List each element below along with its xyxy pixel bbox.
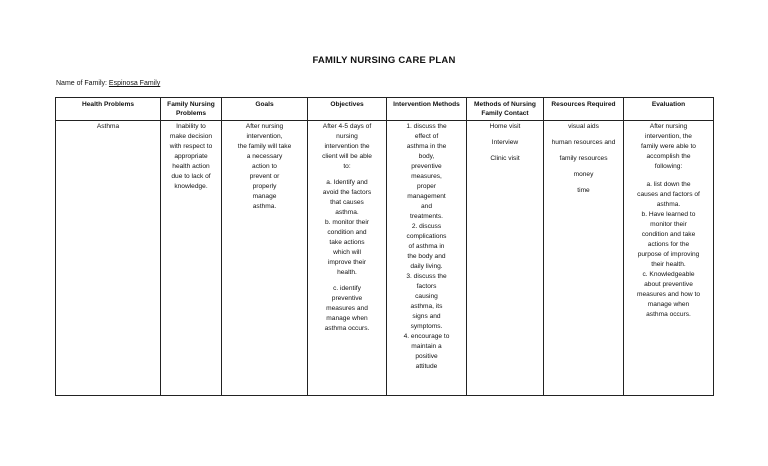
goals-line: intervention, (246, 133, 283, 140)
evaluation-intro-line: intervention, the (645, 133, 692, 140)
cell-goals (222, 121, 308, 396)
resource-item: human resources and (551, 139, 616, 146)
intervention-line: the body and (407, 253, 446, 260)
family-nursing-problem-line: make decision (169, 133, 213, 140)
contact-method-item: Interview (491, 139, 519, 146)
contact-method-item: Home visit (489, 123, 521, 130)
goals-line: prevent or (249, 173, 280, 180)
resource-item: time (577, 187, 590, 194)
objective-c-line: asthma occurs. (324, 325, 370, 332)
evaluation-a-line: asthma. (656, 201, 681, 208)
evaluation-b-line: condition and take (641, 231, 696, 238)
goals-line: properly (252, 183, 277, 190)
objective-b-line: which will (333, 249, 361, 256)
objective-c-line: c. identify (333, 285, 361, 292)
goals-line: action to (252, 163, 277, 170)
intervention-line: measures, (411, 173, 442, 180)
intervention-line: 2. discuss (411, 223, 442, 230)
objective-a-line: a. Identify and (326, 179, 368, 186)
cell-objectives (308, 121, 387, 396)
header-contact-methods: Methods of Nursing Family Contact (467, 98, 544, 121)
family-nursing-problem-line: due to lack of (171, 173, 211, 180)
objectives-intro-line: intervention the (324, 143, 370, 150)
intervention-line: 4. encourage to (403, 333, 450, 340)
intervention-line: body, (418, 153, 435, 160)
intervention-line: positive (415, 353, 438, 360)
family-nursing-problem-line: appropriate (174, 153, 208, 160)
evaluation-a-line: causes and factors of (637, 191, 700, 198)
evaluation-b-line: monitor their (650, 221, 687, 228)
health-problem-text: Asthma (96, 123, 120, 130)
intervention-line: 3. discuss the (406, 273, 447, 280)
cell-family-nursing-problem (161, 121, 222, 396)
header-objectives: Objectives (308, 98, 387, 121)
header-evaluation: Evaluation (624, 98, 714, 121)
objectives-intro-line: client will be able (322, 153, 372, 160)
objective-c-line: preventive (331, 295, 363, 302)
evaluation-b-line: purpose of improving (637, 251, 700, 258)
cell-evaluation (624, 121, 714, 396)
cell-resources (544, 121, 624, 396)
family-nursing-problem-line: Inability to (176, 123, 206, 130)
family-name-value: Espinosa Family (108, 80, 161, 87)
intervention-line: preventive (411, 163, 442, 170)
objective-b-line: improve their (327, 259, 367, 266)
evaluation-c-line: manage when (647, 301, 690, 308)
intervention-line: complications (406, 233, 447, 240)
intervention-line: treatments. (410, 213, 443, 220)
intervention-line: asthma in the (406, 143, 447, 150)
cell-health-problem (56, 121, 161, 396)
intervention-line: daily living. (410, 263, 443, 270)
goals-line: the family will take (237, 143, 292, 150)
intervention-line: attitude (415, 363, 438, 370)
objective-a-line: that causes (330, 199, 364, 206)
header-health-problems: Health Problems (56, 98, 161, 121)
objectives-intro-line: nursing (336, 133, 358, 140)
header-goals: Goals (222, 98, 308, 121)
evaluation-c-line: measures and how to (636, 291, 701, 298)
objective-b-line: condition and (327, 229, 367, 236)
objective-b-line: take actions (329, 239, 365, 246)
intervention-line: proper (416, 183, 437, 190)
evaluation-c-line: c. Knowledgeable (642, 271, 695, 278)
family-name-line (56, 80, 160, 87)
evaluation-b-line: their health. (651, 261, 686, 268)
evaluation-c-line: about preventive (644, 281, 693, 288)
evaluation-intro-line: accomplish the (646, 153, 691, 160)
header-family-nursing-problems: Family Nursing Problems (161, 98, 222, 121)
intervention-line: 1. discuss the (406, 123, 447, 130)
evaluation-intro-line: family were able to (641, 143, 696, 150)
intervention-line: asthma, its (410, 303, 443, 310)
header-intervention-methods: Intervention Methods (387, 98, 467, 121)
objective-b-line: health. (337, 269, 357, 276)
evaluation-intro-line: After nursing (649, 123, 688, 130)
objective-b-line: b. monitor their (325, 219, 369, 226)
header-row (56, 98, 714, 121)
intervention-line: of asthma in (408, 243, 445, 250)
evaluation-a-line: a. list down the (646, 181, 691, 188)
objective-c-line: manage when (326, 315, 368, 322)
family-nursing-problem-line: knowledge. (174, 183, 208, 190)
document-title: FAMILY NURSING CARE PLAN (312, 55, 456, 66)
intervention-line: symptoms. (410, 323, 443, 330)
cell-interventions (387, 121, 467, 396)
evaluation-intro-line: following: (654, 163, 683, 170)
care-plan-table (55, 97, 714, 396)
goals-line: manage (252, 193, 277, 200)
family-name-label: Name of Family: (56, 80, 107, 87)
cell-contact-methods (467, 121, 544, 396)
header-resources-required: Resources Required (544, 98, 624, 121)
objective-a-line: asthma. (335, 209, 359, 216)
objective-c-line: measures and (326, 305, 368, 312)
table-row (56, 121, 714, 396)
goals-line: a necessary (246, 153, 283, 160)
objectives-intro-line: to: (343, 163, 351, 170)
intervention-line: signs and (412, 313, 441, 320)
evaluation-b-line: actions for the (647, 241, 690, 248)
intervention-line: causing (415, 293, 438, 300)
intervention-line: effect of (414, 133, 439, 140)
objectives-intro-line: After 4-5 days of (322, 123, 372, 130)
evaluation-c-line: asthma occurs. (646, 311, 691, 318)
objective-a-line: avoid the factors (322, 189, 372, 196)
intervention-line: and (420, 203, 432, 210)
resource-item: family resources (559, 155, 608, 162)
family-nursing-problem-line: with respect to (169, 143, 213, 150)
intervention-line: management (407, 193, 446, 200)
intervention-line: maintain a (411, 343, 442, 350)
family-nursing-problem-line: health action (172, 163, 210, 170)
intervention-line: factors (416, 283, 437, 290)
resource-item: money (573, 171, 594, 178)
contact-method-item: Clinic visit (490, 155, 520, 162)
resource-item: visual aids (568, 123, 599, 130)
goals-line: asthma. (252, 203, 277, 210)
goals-line: After nursing (245, 123, 284, 130)
evaluation-b-line: b. Have learned to (641, 211, 696, 218)
